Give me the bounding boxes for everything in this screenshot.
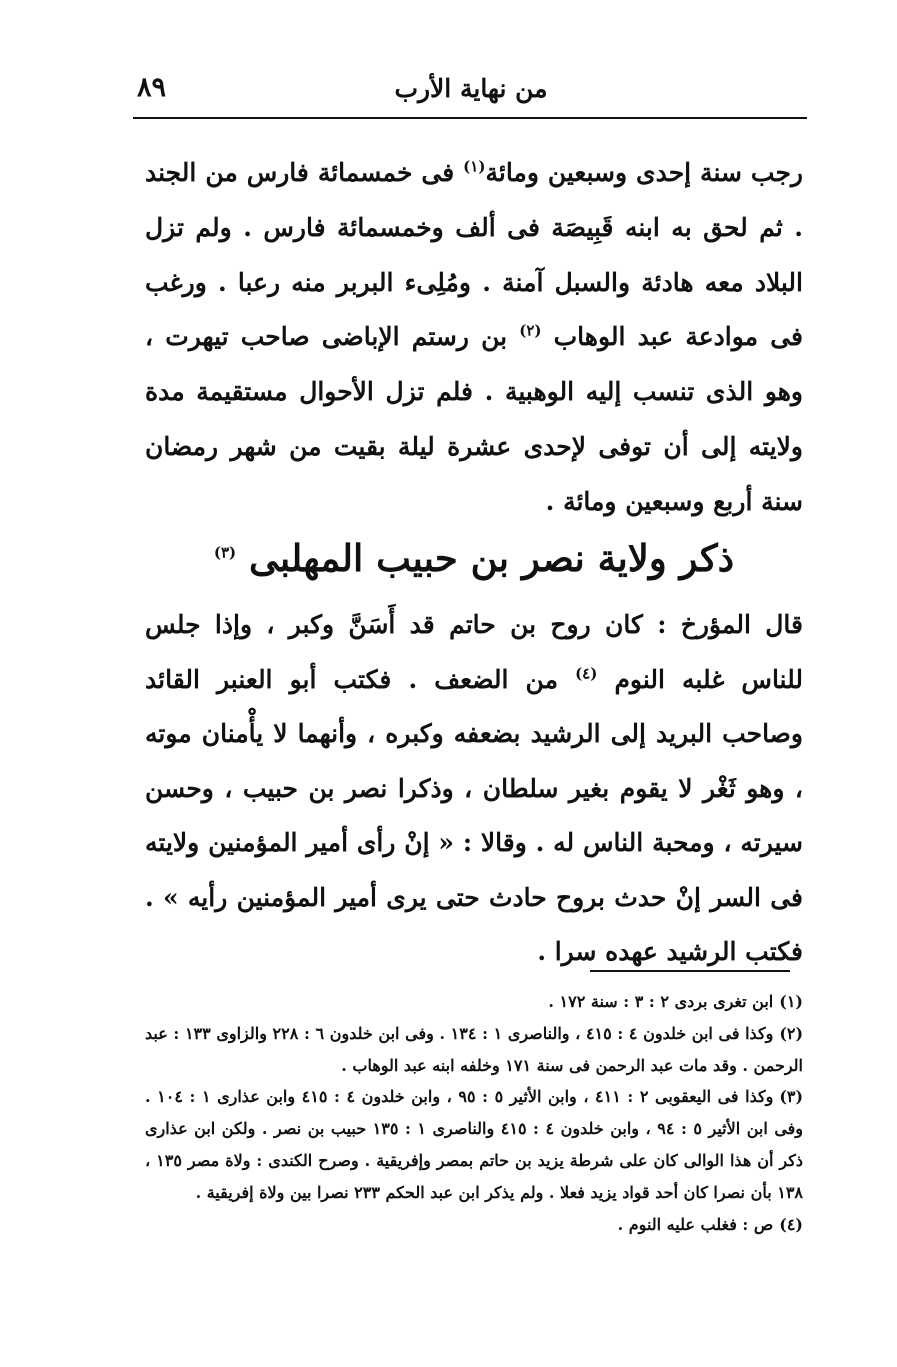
paragraph-text: بن رستم الإباضى صاحب تيهرت ، وهو الذى تنسب إليه الوهبية . فلم تزل الأحوال مستقيمة مدة ولايته إلى أن توفى لإحدى عشرة ليلة بقيت من شهر رمضان سنة أربع وسبعين ومائة . — [145, 322, 803, 516]
footnote-number: (١) — [779, 992, 803, 1011]
page-number: ٨٩ — [137, 72, 167, 103]
paragraph-opening — [145, 146, 803, 530]
footnote-number: (٤) — [779, 1214, 803, 1234]
paragraph-text: رجب سنة إحدى وسبعين ومائة — [485, 158, 803, 187]
footnote-text: ابن تغرى بردى ٢ : ٣ : سنة ١٧٢ . — [548, 992, 774, 1011]
running-title: من نهاية الأرب — [394, 74, 548, 103]
footnote-3 — [145, 1081, 803, 1208]
footnote-number: (٢) — [779, 1023, 804, 1043]
footnote-rule — [590, 970, 790, 972]
paragraph-text: فى خمسمائة فارس من الجند . ثم لحق به ابنه قَبِيصَة فى ألف وخمسمائة فارس . ولم تزل البلاد معه هادئة والسبل آمنة . ومُلِىء البربر منه رعبا . ورغب فى موادعة عبد الوهاب — [145, 158, 803, 352]
footnote-4 — [145, 1209, 803, 1241]
footnote-ref-2: (٢) — [519, 322, 542, 341]
section-title: ذكر ولاية نصر بن حبيب المهلبى — [249, 536, 735, 580]
footnote-text: ص : فغلب عليه النوم . — [617, 1214, 774, 1234]
footnote-ref-4: (٤) — [575, 664, 598, 683]
page-header — [135, 62, 807, 114]
section-heading — [145, 530, 803, 586]
footnote-text: وكذا فى ابن خلدون ٤ : ٤١٥ ، والناصرى ١ : ١٣٤ . وفى ابن خلدون ٦ : ٢٢٨ والزاوى ١٣٣ : عبد الرحمن . وقد مات عبد الرحمن فى سنة ١٧١ وخلفه ابنه عبد الوهاب . — [145, 1023, 803, 1075]
paragraph-text: من الضعف . فكتب أبو العنبر القائد وصاحب البريد إلى الرشيد بضعفه وكبره ، وأنهما لا يأْمنان موته ، وهو ثَغْر لا يقوم بغير سلطان ، وذكرا نصر بن حبيب ، وحسن سيرته ، ومحبة الناس له . وقالا : « إنْ رأى أمير المؤمنين ولايته فى السر إنْ حدث بروح حادث حتى يرى أمير المؤمنين رأيه » . فكتب الرشيد عهده سرا . — [145, 664, 803, 966]
footnote-ref-1: (١) — [463, 157, 486, 176]
paragraph-section — [145, 598, 803, 980]
footnote-1 — [145, 986, 803, 1018]
footnote-number: (٣) — [779, 1087, 804, 1107]
header-rule — [133, 117, 807, 119]
paragraph-text: قال المؤرخ : كان روح بن حاتم قد أَسَنَّ وكبر ، وإذا جلس للناس غلبه النوم — [145, 610, 803, 694]
footnote-ref-3: (٣) — [213, 543, 237, 562]
footnotes — [145, 986, 803, 1240]
footnote-2 — [145, 1018, 803, 1082]
footnote-text: وكذا فى اليعقوبى ٢ : ٤١١ ، وابن الأثير ٥ : ٩٥ ، وابن خلدون ٤ : ٤١٥ وابن عذارى ١ : ١٠٤ . وفى ابن الأثير ٥ : ٩٤ ، وابن خلدون ٤ : ٤١٥ والناصرى ١ : ١٣٥ حبيب بن نصر . ولكن ابن عذارى ذكر أن هذا الوالى كان على شرطة يزيد بن حاتم بمصر وإفريقية . وصرح الكندى : ولاة مصر ١٣٥ ، ١٣٨ بأن نصرا كان أحد قواد يزيد فعلا . ولم يذكر ابن عبد الحكم ٢٣٣ نصرا بين ولاة إفريقية . — [145, 1087, 804, 1202]
